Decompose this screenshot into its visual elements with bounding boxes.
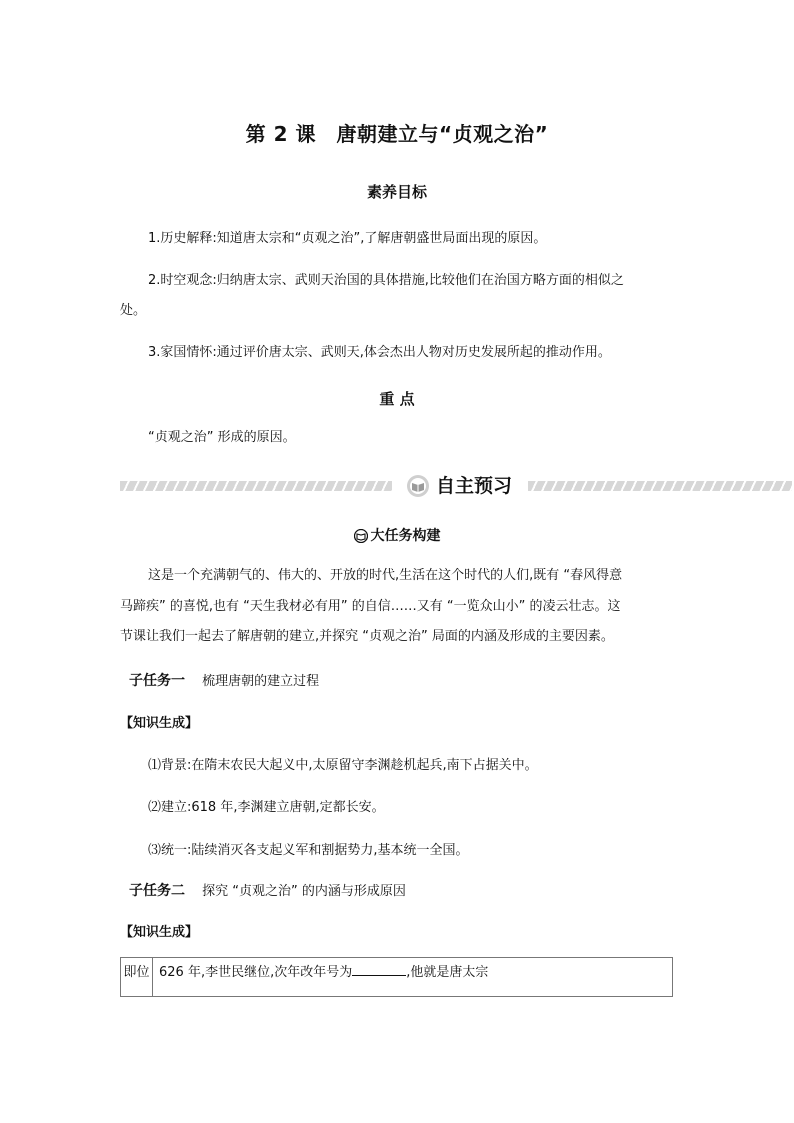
banner-title-box: [406, 472, 528, 500]
table-cell-content: [159, 958, 488, 988]
knowledge-label-2: 【知识生成】: [120, 925, 199, 940]
subtask-2-row: [129, 880, 406, 900]
knowledge-table: [120, 957, 673, 997]
literacy-goals-heading: 素养目标: [366, 183, 427, 201]
subtask-1-item-3: ⑶统一:陆续消灭各支起义军和割据势力,基本统一全国。: [148, 843, 469, 858]
big-task-heading-row: [0, 525, 794, 545]
section-banner: [120, 476, 792, 496]
goal-item-2-cont: 处。: [120, 303, 147, 318]
goal-item-2: 2.时空观念:归纳唐太宗、武则天治国的具体措施,比较他们在治国方略方面的相似之: [148, 273, 624, 288]
goal-item-1: 1.历史解释:知道唐太宗和“贞观之治”,了解唐朝盛世局面出现的原因。: [148, 231, 547, 246]
goal-item-3: 3.家国情怀:通过评价唐太宗、武则天,体会杰出人物对历史发展所起的推动作用。: [148, 345, 611, 360]
subtask-1-item-1: ⑴背景:在隋末农民大起义中,太原留守李渊趁机起兵,南下占据关中。: [148, 758, 538, 773]
banner-stripe-left: [120, 481, 392, 491]
big-task-heading: 大任务构建: [370, 528, 441, 544]
key-point-text: “贞观之治” 形成的原因。: [148, 430, 296, 445]
knowledge-label-1: 【知识生成】: [120, 716, 199, 731]
table-text-after: ,他就是唐太宗: [406, 965, 489, 980]
fill-blank[interactable]: [352, 960, 406, 976]
book-circle-icon: [406, 474, 430, 498]
big-task-line-3: 节课让我们一起去了解唐朝的建立,并探究 “贞观之治” 局面的内涵及形成的主要因素。: [120, 629, 614, 644]
big-task-line-2: 马蹄疾” 的喜悦,也有 “天生我材必有用” 的自信……又有 “一览众山小” 的凌云壮志。这: [120, 599, 621, 614]
subtask-1-desc: 梳理唐朝的建立过程: [202, 674, 320, 689]
subtask-2-label: 子任务二: [129, 883, 185, 899]
table-cell-accession: 即位: [121, 958, 153, 996]
subtask-2-desc: 探究 “贞观之治” 的内涵与形成原因: [202, 884, 406, 899]
book-icon: [354, 529, 368, 543]
big-task-line-1: 这是一个充满朝气的、伟大的、开放的时代,生活在这个时代的人们,既有 “春风得意: [148, 568, 623, 583]
banner-title: 自主预习: [436, 475, 513, 497]
subtask-1-label: 子任务一: [129, 673, 185, 689]
banner-stripe-right: [528, 481, 792, 491]
subtask-1-item-2: ⑵建立:618 年,李渊建立唐朝,定都长安。: [148, 800, 385, 815]
subtask-1-row: [129, 670, 319, 690]
key-point-heading: 重 点: [379, 390, 415, 408]
table-text-before: 626 年,李世民继位,次年改年号为: [159, 965, 353, 980]
page-title: 第 2 课 唐朝建立与“贞观之治”: [245, 122, 549, 146]
